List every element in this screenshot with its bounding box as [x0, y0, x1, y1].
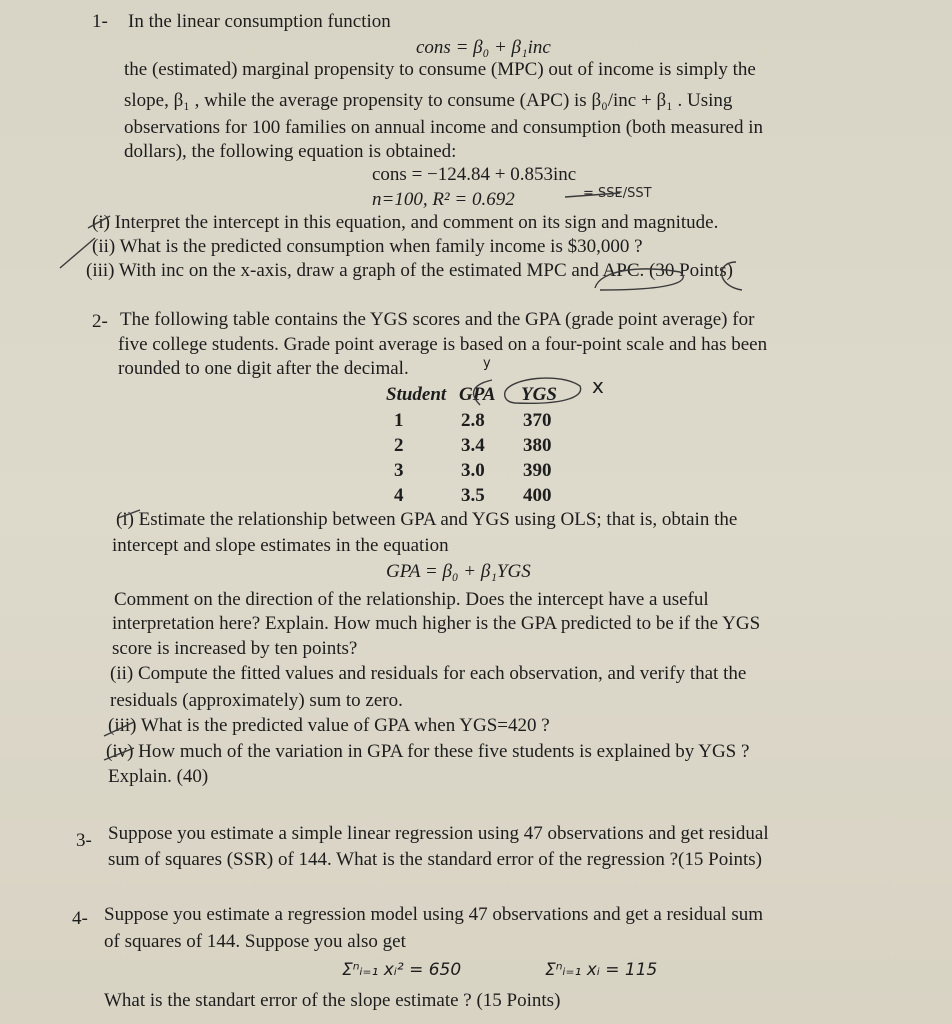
table-cell: 3.5 — [461, 485, 485, 506]
q2-part-i-b: intercept and slope estimates in the equation — [112, 535, 449, 556]
fraction-bar — [565, 193, 620, 197]
q1-line4: observations for 100 families on annual income and consumption (both measured in — [124, 117, 763, 138]
table-header-gpa: GPA — [459, 384, 496, 405]
q1-line2: the (estimated) marginal propensity to consume (MPC) out of income is simply the — [124, 59, 756, 80]
check-mark — [60, 238, 95, 268]
circle-gpa — [474, 380, 492, 405]
table-cell: 3 — [394, 460, 404, 481]
q2-line2: five college students. Grade point average is based on a four-point scale and has been — [118, 334, 768, 355]
table-cell: 380 — [523, 435, 552, 456]
q2-part-iv-a: (iv) How much of the variation in GPA for these five students is explained by YGS ? — [106, 741, 750, 762]
q4-line1: Suppose you estimate a regression model using 47 observations and get a residual sum — [104, 904, 764, 925]
q4-number: 4- — [72, 908, 88, 929]
q2-part-iii: (iii) What is the predicted value of GPA when YGS=420 ? — [108, 715, 550, 736]
handwritten-x: x — [592, 374, 604, 398]
handwritten-sse-sst: = SSE/SST — [583, 186, 652, 201]
table-cell: 390 — [523, 460, 552, 481]
q2-part-i-d: interpretation here? Explain. How much higher is the GPA predicted to be if the YGS — [112, 613, 761, 634]
q1-part-ii: (ii) What is the predicted consumption when family income is $30,000 ? — [92, 236, 643, 257]
circle-apc — [722, 262, 742, 290]
q3-line2: sum of squares (SSR) of 144. What is the standard error of the regression ?(15 Points) — [108, 849, 762, 870]
table-cell: 400 — [523, 485, 552, 506]
q4-line2: of squares of 144. Suppose you also get — [104, 931, 406, 952]
strike-iv — [104, 748, 134, 760]
q4-sum-x-squared: Σⁿᵢ₌₁ xᵢ² = 650 — [342, 960, 462, 980]
table-cell: 2 — [394, 435, 404, 456]
circle-mpc — [595, 269, 683, 290]
q1-part-iii: (iii) With inc on the x-axis, draw a graph of the estimated MPC and APC. (30 Points) — [86, 260, 733, 281]
q4-line3: What is the standart error of the slope estimate ? (15 Points) — [104, 990, 561, 1011]
table-header-student: Student — [386, 384, 447, 405]
q1-equation-3: n=100, R² = 0.692 — [372, 189, 515, 210]
table-cell: 3.4 — [461, 435, 485, 456]
table-cell: 2.8 — [461, 410, 485, 431]
q2-part-i-e: score is increased by ten points? — [112, 638, 358, 659]
q1-equation-1: cons = β₀ + β₁inc — [416, 37, 551, 58]
table-header-ygs: YGS — [521, 384, 557, 405]
q2-line3: rounded to one digit after the decimal. — [118, 358, 409, 379]
q3-number: 3- — [76, 830, 92, 851]
q2-part-i-c: Comment on the direction of the relationship. Does the intercept have a useful — [114, 589, 709, 610]
q1-line3: slope, β₁ , while the average propensity to consume (APC) is β₀/inc + β₁ . Using — [124, 90, 733, 111]
q2-part-i-a: (i) Estimate the relationship between GPA and YGS using OLS; that is, obtain the — [116, 509, 738, 530]
strike-iii — [104, 722, 134, 736]
q2-part-ii-b: residuals (approximately) sum to zero. — [110, 690, 403, 711]
table-cell: 370 — [523, 410, 552, 431]
q2-line1: The following table contains the YGS scores and the GPA (grade point average) for — [120, 309, 755, 330]
q1-line5: dollars), the following equation is obtained: — [124, 141, 457, 162]
q3-line1: Suppose you estimate a simple linear regression using 47 observations and get residual — [108, 823, 769, 844]
q1-equation-2: cons = −124.84 + 0.853inc — [372, 164, 577, 185]
q1-number: 1- — [92, 11, 108, 32]
q2-equation: GPA = β₀ + β₁YGS — [386, 561, 531, 582]
strike-i-2 — [118, 510, 140, 518]
q2-part-iv-b: Explain. (40) — [108, 766, 209, 787]
q1-part-i: (i) Interpret the intercept in this equation, and comment on its sign and magnitude. — [92, 212, 719, 233]
q2-part-ii-a: (ii) Compute the fitted values and residuals for each observation, and verify that the — [110, 663, 747, 684]
table-cell: 4 — [394, 485, 404, 506]
table-cell: 1 — [394, 410, 404, 431]
table-cell: 3.0 — [461, 460, 485, 481]
q4-sum-x: Σⁿᵢ₌₁ xᵢ = 115 — [545, 960, 658, 980]
q2-number: 2- — [92, 311, 108, 332]
strike-i — [88, 216, 110, 228]
circle-ygs — [505, 378, 581, 403]
q1-line1: In the linear consumption function — [128, 11, 391, 32]
handwritten-y: y — [483, 356, 491, 371]
